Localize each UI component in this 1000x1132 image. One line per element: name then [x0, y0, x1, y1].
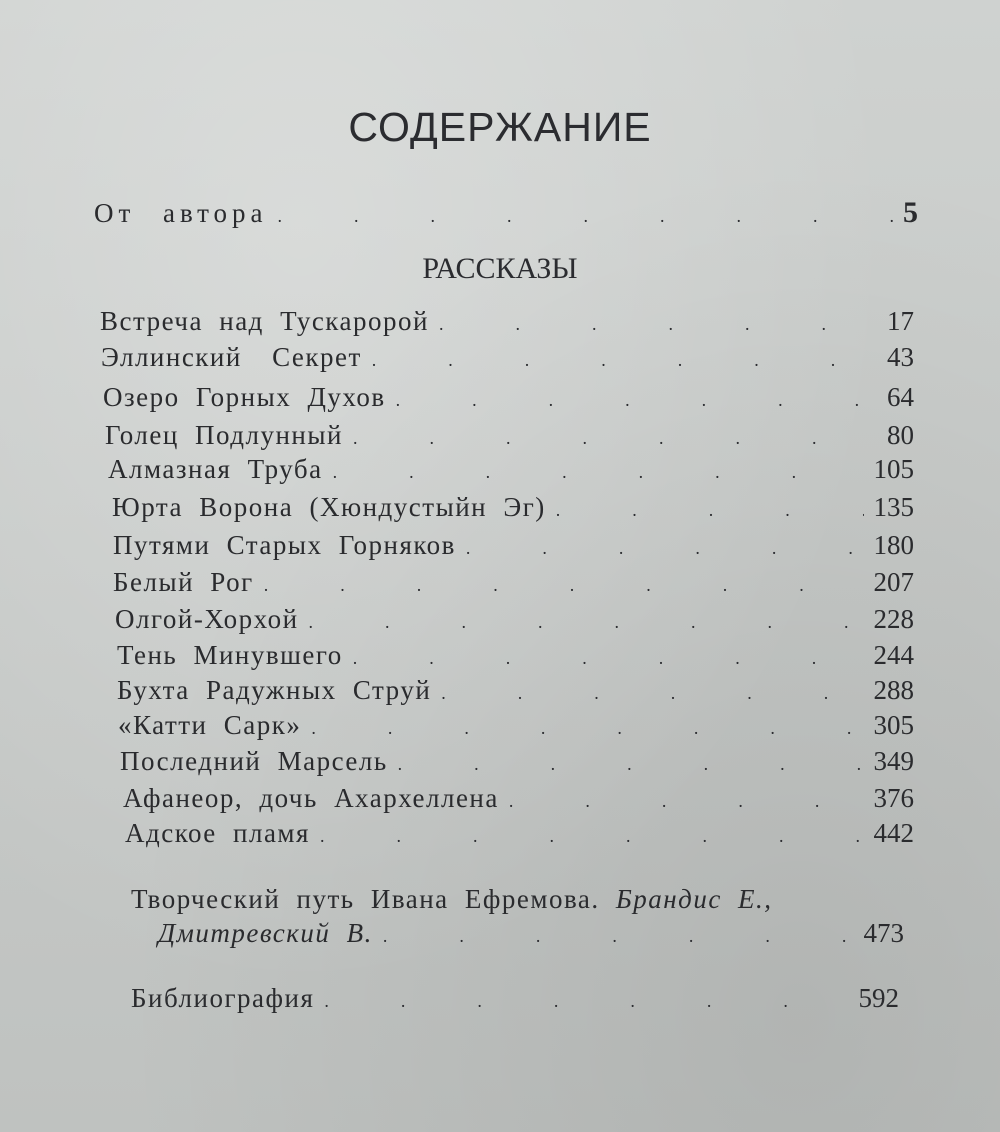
essay-author-1: Брандис Е.,: [615, 884, 773, 914]
toc-entry-title: Встреча над Тускаророй: [100, 306, 429, 336]
dot-leader: [372, 342, 877, 373]
toc-entry-title: Путями Старых Горняков: [113, 530, 456, 560]
toc-entry: [120, 746, 914, 777]
toc-entry: [117, 675, 914, 706]
toc-entry-preface: [94, 196, 918, 230]
toc-entry: [115, 604, 914, 635]
toc-entry-title: Озеро Горных Духов: [103, 382, 386, 412]
toc-entry-title: Юрта Ворона (Хюндустыйн Эг): [112, 492, 546, 522]
toc-entry-page: 244: [873, 640, 914, 670]
toc-entry: [100, 306, 914, 337]
dot-leader: [441, 675, 863, 706]
toc-entry: [112, 492, 914, 523]
toc-entry-page: 180: [873, 530, 914, 560]
toc-entry-title: Адское пламя: [125, 818, 310, 848]
essay-entry: [158, 918, 904, 949]
toc-entry: [103, 382, 914, 413]
dot-leader: [324, 983, 848, 1014]
toc-entry-title: Олгой-Хорхой: [115, 604, 299, 634]
toc-entry-title: От автора: [94, 198, 268, 228]
toc-entry-title: «Катти Сарк»: [118, 710, 302, 740]
toc-entry-title: Афанеор, дочь Ахархеллена: [123, 783, 499, 813]
contents-heading: СОДЕРЖАНИЕ: [348, 104, 652, 150]
toc-entry-title: Алмазная Труба: [108, 454, 323, 484]
toc-entry-page: 64: [887, 382, 914, 412]
dot-leader: [509, 783, 864, 814]
dot-leader: [556, 492, 864, 523]
essay-title: Творческий путь Ивана Ефремова.: [131, 884, 600, 914]
toc-entry: [113, 567, 914, 598]
toc-entry-title: Голец Подлунный: [105, 420, 343, 450]
toc-entry-page: 207: [873, 567, 914, 597]
dot-leader: [439, 306, 877, 337]
dot-leader: [311, 710, 863, 741]
toc-entry-title: Последний Марсель: [120, 746, 388, 776]
toc-entry-page: 442: [873, 818, 914, 848]
dot-leader: [353, 420, 877, 451]
toc-entry: [123, 783, 914, 814]
toc-entry-title: Эллинский Секрет: [101, 342, 362, 372]
toc-entry-bibliography: [131, 983, 899, 1014]
toc-entry-page: 43: [887, 342, 914, 372]
toc-entry-title: Бухта Радужных Струй: [117, 675, 432, 705]
dot-leader: [333, 454, 864, 485]
toc-entry-title: Библиография: [131, 983, 315, 1013]
toc-entry-page: 288: [873, 675, 914, 705]
dot-leader: [383, 918, 854, 949]
toc-entry: [118, 710, 914, 741]
toc-entry-page: 592: [858, 983, 899, 1013]
toc-entry-page: 376: [873, 783, 914, 813]
dot-leader: [396, 382, 877, 413]
dot-leader: [398, 746, 864, 777]
essay-entry-first-line: [131, 884, 773, 915]
toc-entry-page: 5: [903, 196, 918, 229]
toc-entry: [105, 420, 914, 451]
toc-entry: [108, 454, 914, 485]
toc-entry-page: 349: [873, 746, 914, 776]
toc-entry: [117, 640, 914, 671]
essay-author-2: Дмитревский В.: [158, 918, 373, 948]
toc-entry-title: Тень Минувшего: [117, 640, 343, 670]
toc-entry-page: 473: [863, 918, 904, 948]
dot-leader: [353, 640, 864, 671]
stories-heading: РАССКАЗЫ: [422, 252, 578, 285]
toc-entry-title: Белый Рог: [113, 567, 254, 597]
dot-leader: [264, 567, 864, 598]
dot-leader: [309, 604, 864, 635]
toc-entry: [125, 818, 914, 849]
dot-leader: [466, 530, 864, 561]
dot-leader: [278, 198, 893, 229]
toc-entry: [113, 530, 914, 561]
toc-entry-page: 105: [873, 454, 914, 484]
toc-entry-page: 228: [873, 604, 914, 634]
toc-entry-page: 17: [887, 306, 914, 336]
toc-entry-page: 135: [873, 492, 914, 522]
toc-entry: [101, 342, 914, 373]
dot-leader: [320, 818, 864, 849]
toc-entry-page: 80: [887, 420, 914, 450]
toc-entry-page: 305: [873, 710, 914, 740]
